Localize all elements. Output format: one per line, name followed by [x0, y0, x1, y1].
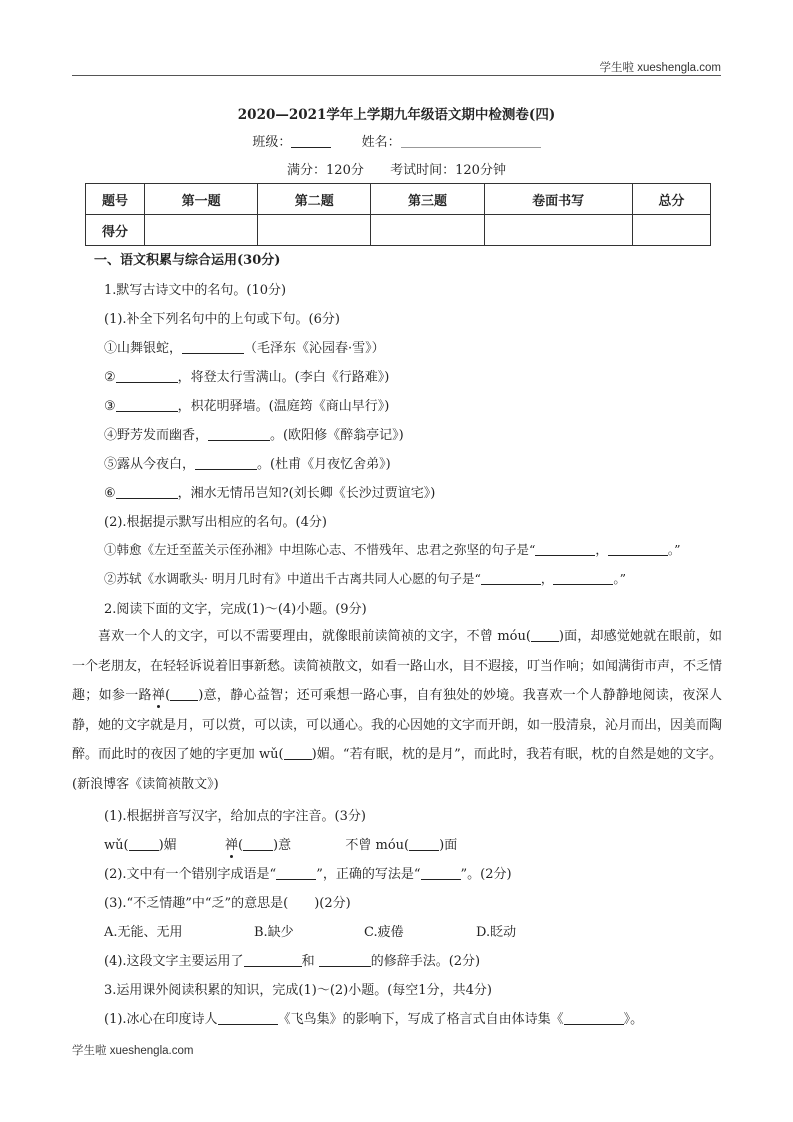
answer-blank[interactable] [553, 571, 613, 585]
dotted-char: 禅 [224, 838, 238, 853]
q2-sub2 [104, 863, 512, 882]
line-text: ， [540, 571, 554, 586]
score-header-cell: 总分 [632, 184, 710, 215]
answer-blank[interactable] [276, 866, 316, 880]
line-text: ⑥ [104, 486, 116, 501]
line-text: ，枳花明驿墙。(温庭筠《商山早行》) [177, 399, 390, 414]
q1-line-5 [104, 453, 391, 472]
q1-stem: 1.默写古诗文中的名句。(10分) [104, 283, 287, 298]
line-text: ，湘水无情吊岂知?(刘长卿《长沙过贾谊宅》) [177, 486, 436, 501]
line-text: 不曾 móu( [345, 838, 410, 853]
line-text: 。(杜甫《月夜忆舍弟》) [257, 457, 391, 472]
q1-line-2 [104, 366, 389, 385]
class-blank[interactable] [291, 134, 331, 148]
line-text: 和 [301, 954, 315, 969]
header-brand: 学生啦 xueshengla.com [599, 62, 721, 74]
answer-blank[interactable] [129, 837, 159, 851]
line-text: ”。(2分) [460, 867, 512, 882]
q1-sub2: (2).根据提示默写出相应的名句。(4分) [104, 515, 327, 530]
class-label: 班级： [252, 135, 292, 150]
score-header-cell: 第二题 [258, 184, 371, 215]
passage-part: )意，静心益智；还可乘想一路心事，自有独处的妙境。我喜欢一个人静静地阅读，夜深人静，她的文字就是月，可以赏，可以读，可以通心。我的心因她的文字而开朗，如一股清泉，沁月而出，因美而陶醉。而此时的夜因了她的字更加 wǔ( [72, 688, 723, 762]
score-header-cell: 题号 [86, 184, 145, 215]
line-text: ③ [104, 399, 116, 414]
answer-blank[interactable] [170, 687, 198, 701]
answer-blank[interactable] [116, 398, 178, 412]
q2-stem: 2.阅读下面的文字，完成(1)～(4)小题。(9分) [104, 602, 367, 617]
line-text: (4).这段文字主要运用了 [104, 954, 244, 969]
score-cell[interactable] [484, 215, 632, 246]
passage-part: 喜欢一个人的文字，可以不需要理由，就像眼前读简祯的文字，不曾 móu( [98, 629, 531, 644]
answer-blank[interactable] [218, 1011, 278, 1025]
line-text: （毛泽东《沁园春·雪》） [244, 341, 385, 356]
answer-blank[interactable] [319, 953, 371, 967]
line-text: 。” [613, 571, 626, 586]
score-table-score-row [86, 215, 711, 246]
q1-line-6 [104, 482, 435, 501]
score-table [85, 183, 711, 246]
score-cell[interactable] [371, 215, 484, 246]
answer-blank[interactable] [481, 571, 541, 585]
student-info-line [0, 131, 793, 150]
answer-blank[interactable] [208, 427, 270, 441]
footer-brand: 学生啦 xueshengla.com [72, 1045, 194, 1057]
answer-blank[interactable] [409, 837, 439, 851]
q1-memory-2 [104, 569, 626, 587]
score-cell[interactable] [145, 215, 258, 246]
line-text: 《飞鸟集》的影响下，写成了格言式自由体诗集《 [277, 1012, 564, 1027]
score-table-header-row [86, 184, 711, 215]
name-blank[interactable] [401, 134, 541, 148]
answer-blank[interactable] [535, 542, 595, 556]
score-header-cell: 卷面书写 [484, 184, 632, 215]
line-text: )面 [439, 838, 458, 853]
passage-part: ( [165, 688, 171, 703]
full-score: 满分：120分 [287, 163, 364, 178]
score-header-cell: 第三题 [371, 184, 484, 215]
answer-blank[interactable] [608, 542, 668, 556]
passage-part: )媚。“若有眠，枕的是月”，而此时，我若有眠，枕的自然是她的文字。(新浪博客《读简祯散文》) [72, 747, 722, 792]
answer-blank[interactable] [564, 1011, 624, 1025]
passage-text [72, 622, 722, 799]
answer-blank[interactable] [116, 369, 178, 383]
line-text: ， [595, 542, 608, 557]
line-text: (1).冰心在印度诗人 [104, 1012, 218, 1027]
option-c[interactable]: C.疲倦 [364, 925, 404, 940]
option-a[interactable]: A.无能、无用 [104, 925, 183, 940]
line-text: )意 [273, 838, 292, 853]
score-header-cell: 第一题 [145, 184, 258, 215]
line-text: 》。 [623, 1012, 644, 1027]
q2-sub4 [104, 950, 480, 969]
score-cell[interactable] [258, 215, 371, 246]
q2-sub1: (1).根据拼音写汉字，给加点的字注音。(3分) [104, 809, 366, 824]
passage-part: )面，却感觉她就在眼前，如一个老朋友，在轻轻诉说着旧事新愁。读简祯散文，如看一路山水，目不遐接，叮当作响；如闻满街市声，不乏情趣；如参一路 [72, 629, 723, 703]
line-text: ⑤露从今夜白， [104, 457, 196, 472]
line-text: 。(欧阳修《醉翁亭记》) [270, 428, 404, 443]
score-cell[interactable] [632, 215, 710, 246]
q3-sub1 [104, 1008, 643, 1027]
answer-blank[interactable] [182, 340, 244, 354]
line-text: ，将登太行雪满山。(李白《行路难》) [177, 370, 390, 385]
exam-time: 考试时间：120分钟 [390, 163, 506, 178]
answer-blank[interactable] [421, 866, 461, 880]
line-text: ④野芳发而幽香， [104, 428, 209, 443]
header-divider [72, 75, 721, 76]
exam-meta-line [0, 159, 793, 178]
q1-sub1: (1).补全下列名句中的上句或下句。(6分) [104, 312, 340, 327]
reading-passage [72, 622, 722, 799]
option-b[interactable]: B.缺少 [254, 925, 294, 940]
dotted-char: 禅 [151, 688, 166, 703]
line-text: ② [104, 370, 116, 385]
score-row-label: 得分 [86, 215, 145, 246]
line-text: ( [237, 838, 244, 853]
answer-blank[interactable] [243, 837, 273, 851]
q2-options [104, 921, 516, 940]
answer-blank[interactable] [284, 746, 312, 760]
answer-blank[interactable] [531, 628, 559, 642]
q1-line-4 [104, 424, 404, 443]
exam-title: 2020—2021学年上学期九年级语文期中检测卷(四) [237, 107, 556, 123]
line-text: ②苏轼《水调歌头· 明月几时有》中道出千古离共同人心愿的句子是“ [104, 571, 481, 586]
option-d[interactable]: D.眨动 [476, 925, 517, 940]
q2-sub1-answers [104, 834, 457, 853]
line-text: 。” [667, 542, 681, 557]
line-text: ①韩愈《左迁至蓝关示侄孙湘》中坦陈心志、不惜残年、忠君之弥坚的句子是“ [104, 542, 536, 557]
q2-sub3: (3).“不乏情趣”中“乏”的意思是( )(2分) [104, 896, 351, 911]
line-text: )媚 [158, 838, 177, 853]
answer-blank[interactable] [195, 456, 257, 470]
q1-memory-1 [104, 540, 681, 558]
name-label: 姓名： [361, 135, 401, 150]
line-text: wǔ( [104, 838, 129, 853]
line-text: ”，正确的写法是“ [316, 867, 421, 882]
q1-line-1 [104, 337, 385, 356]
section-1-title: 一、语文积累与综合运用(30分) [94, 253, 281, 268]
line-text: 的修辞手法。(2分) [370, 954, 481, 969]
q3-stem: 3.运用课外阅读积累的知识，完成(1)～(2)小题。(每空1分，共4分) [104, 983, 492, 998]
line-text: (2).文中有一个错别字成语是“ [104, 867, 277, 882]
q1-line-3 [104, 395, 389, 414]
line-text: ①山舞银蛇， [104, 341, 183, 356]
answer-blank[interactable] [244, 953, 302, 967]
answer-blank[interactable] [116, 485, 178, 499]
